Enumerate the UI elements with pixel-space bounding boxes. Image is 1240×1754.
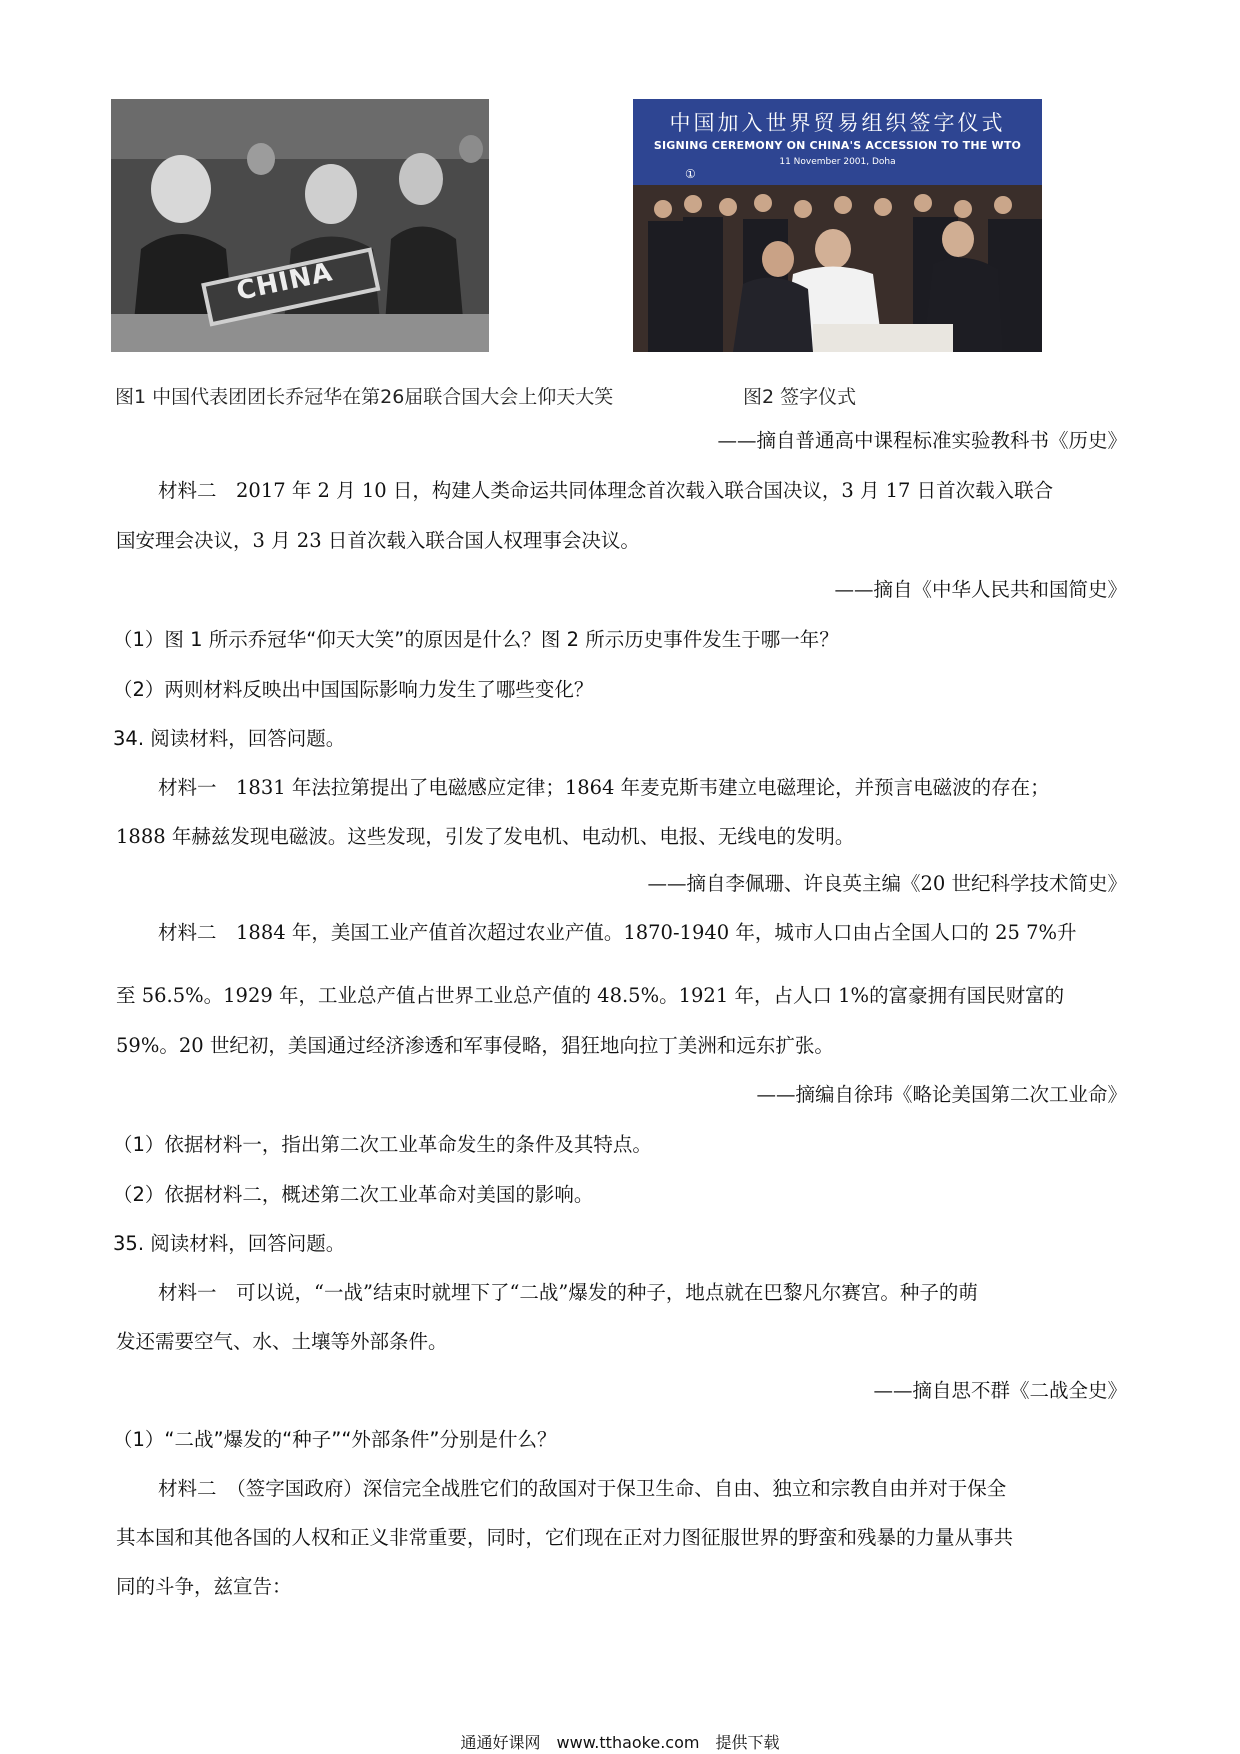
q33-source2: ——摘自《中华人民共和国简史》	[834, 578, 1127, 601]
q34-heading: 34. 阅读材料，回答问题。	[113, 727, 346, 750]
q33-source1: ——摘自普通高中课程标准实验教科书《历史》	[717, 429, 1127, 452]
banner-title-en: SIGNING CEREMONY ON CHINA'S ACCESSION TO THE WTO	[653, 139, 1022, 152]
page-footer: 通通好课网 www.tthaoke.com 提供下载	[460, 1733, 780, 1752]
q35-material1-line2: 发还需要空气、水、土壤等外部条件。	[116, 1330, 448, 1353]
q34-subquestion2: （2）依据材料二，概述第二次工业革命对美国的影响。	[113, 1183, 594, 1206]
q35-material2-line1: 材料二 （签字国政府）深信完全战胜它们的敌国对于保卫生命、自由、独立和宗教自由并对于保全	[158, 1477, 1007, 1500]
figure1-caption: 图1 中国代表团团长乔冠华在第26届联合国大会上仰天大笑	[115, 386, 614, 408]
q34-material2-line3: 59%。20 世纪初，美国通过经济渗透和军事侵略，猖狂地向拉丁美洲和远东扩张。	[116, 1034, 834, 1057]
banner-title-zh: 中国加入世界贸易组织签字仪式	[669, 111, 1006, 135]
q33-material2-line1: 材料二 2017 年 2 月 10 日，构建人类命运共同体理念首次载入联合国决议，3 月 17 日首次载入联合	[158, 479, 1054, 502]
q34-material2-line2: 至 56.5%。1929 年，工业总产值占世界工业总产值的 48.5%。1921 年，占人口 1%的富豪拥有国民财富的	[116, 984, 1065, 1007]
q34-material1-line2: 1888 年赫兹发现电磁波。这些发现，引发了发电机、电动机、电报、无线电的发明。	[116, 825, 855, 848]
q33-subquestion1: （1）图 1 所示乔冠华“仰天大笑”的原因是什么？图 2 所示历史事件发生于哪一年？	[113, 628, 839, 651]
q34-material2-line1: 材料二 1884 年，美国工业产值首次超过农业产值。1870-1940 年，城市人口由占全国人口的 25 7%升	[158, 921, 1077, 944]
q35-material1-line1: 材料一 可以说，“一战”结束时就埋下了“二战”爆发的种子，地点就在巴黎凡尔赛宫。种子的萌	[158, 1281, 978, 1304]
q34-subquestion1: （1）依据材料一，指出第二次工业革命发生的条件及其特点。	[113, 1133, 652, 1156]
q34-source2: ——摘编自徐玮《略论美国第二次工业命》	[756, 1083, 1127, 1106]
q35-source1: ——摘自思不群《二战全史》	[873, 1379, 1127, 1402]
nameplate-text: CHINA	[233, 257, 336, 307]
q33-material2-line2: 国安理会决议，3 月 23 日首次载入联合国人权理事会决议。	[116, 529, 640, 552]
q35-material2-line3: 同的斗争，兹宣告：	[116, 1575, 292, 1598]
banner-date: 11 November 2001, Doha	[779, 157, 896, 167]
q35-subquestion1: （1）“二战”爆发的“种子”“外部条件”分别是什么？	[113, 1428, 557, 1451]
figure2-caption: 图2 签字仪式	[743, 386, 857, 408]
q34-source1: ——摘自李佩珊、许良英主编《20 世纪科学技术简史》	[647, 872, 1127, 895]
wto-banner	[633, 99, 1042, 185]
photo-wto-signing-ceremony	[633, 99, 1042, 352]
photo-qiao-guanhua-laughing	[111, 99, 489, 352]
photo1-illustration	[111, 99, 489, 352]
q34-material1-line1: 材料一 1831 年法拉第提出了电磁感应定律；1864 年麦克斯韦建立电磁理论，并预言电磁波的存在；	[158, 776, 1050, 799]
q33-subquestion2: （2）两则材料反映出中国国际影响力发生了哪些变化？	[113, 678, 594, 701]
q35-heading: 35. 阅读材料，回答问题。	[113, 1232, 346, 1255]
q35-material2-line2: 其本国和其他各国的人权和正义非常重要，同时，它们现在正对力图征服世界的野蛮和残暴的力量从事共	[116, 1526, 1014, 1549]
banner-mark: ①	[685, 167, 696, 181]
